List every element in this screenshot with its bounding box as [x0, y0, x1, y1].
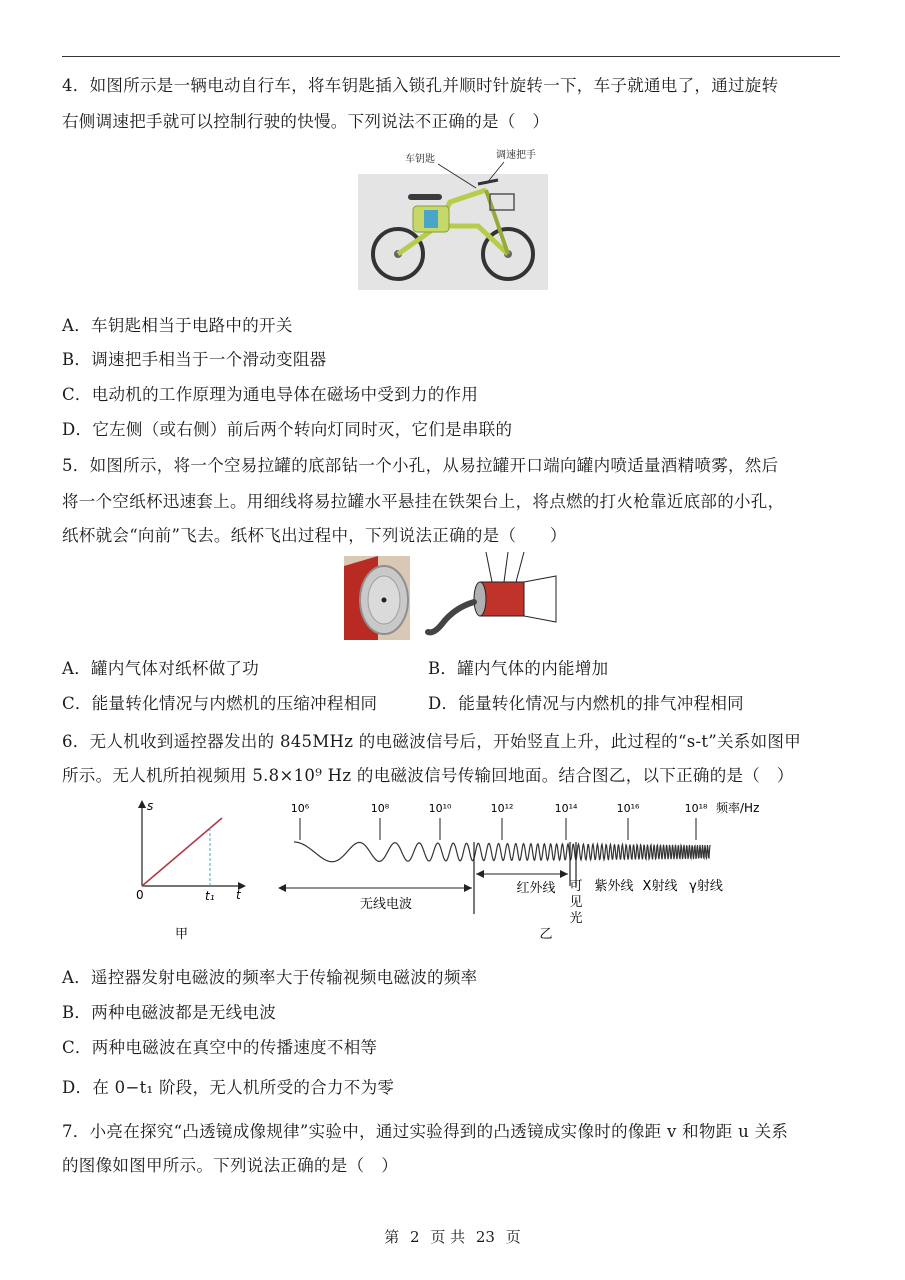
q6-figure-yi: [276, 796, 796, 946]
freq-tick-14: 10¹⁴: [554, 802, 578, 815]
yi-caption: 乙: [539, 927, 553, 942]
q4-option-a: A．车钥匙相当于电路中的开关: [62, 316, 293, 335]
st-graph: [120, 796, 260, 946]
hanging-can-diagram: [424, 552, 564, 642]
freq-tick-6: 10⁶: [290, 802, 310, 815]
band-uv: 紫外线: [594, 879, 634, 894]
q4-option-c: C．电动机的工作原理为通电导体在磁场中受到力的作用: [62, 385, 479, 404]
q4-stem-line2: 右侧调速把手就可以控制行驶的快慢。下列说法不正确的是（ ）: [62, 112, 550, 131]
jia-origin: 0: [136, 888, 144, 902]
freq-tick-12: 10¹²: [490, 802, 514, 815]
freq-tick-10: 10¹⁰: [428, 802, 452, 815]
q4-bicycle-figure: [358, 142, 548, 290]
can-bottom-photo: [344, 556, 410, 640]
q5-stem-line2: 将一个空纸杯迅速套上。用细线将易拉罐水平悬挂在铁架台上，将点燃的打火枪靠近底部的小孔，: [62, 492, 785, 511]
q4-stem-line1: 4．如图所示是一辆电动自行车，将车钥匙插入锁孔并顺时针旋转一下，车子就通电了，通过旋转: [62, 76, 779, 95]
freq-unit: 频率/Hz: [716, 801, 760, 815]
q6-option-c: C．两种电磁波在真空中的传播速度不相等: [62, 1038, 378, 1057]
band-visible-2: 见: [569, 895, 583, 910]
q5-option-d: D．能量转化情况与内燃机的排气冲程相同: [428, 694, 744, 713]
page-footer: [0, 1226, 905, 1247]
q4-option-d: D．它左侧（或右侧）前后两个转向灯同时灭，它们是串联的: [62, 420, 513, 439]
band-visible-3: 光: [569, 911, 583, 926]
footer-prefix: 第: [384, 1228, 400, 1246]
em-spectrum-diagram: [276, 796, 796, 946]
band-visible-1: 可: [569, 879, 583, 894]
jia-x-label: t: [236, 888, 241, 902]
q6-option-b: B．两种电磁波都是无线电波: [62, 1003, 277, 1022]
q5-stem-line1: 5．如图所示，将一个空易拉罐的底部钻一个小孔，从易拉罐开口端向罐内喷适量酒精喷雾，然后: [62, 456, 779, 475]
freq-tick-16: 10¹⁶: [616, 802, 640, 815]
q5-apparatus-figure: [424, 552, 564, 642]
footer-page-number: 2: [410, 1228, 420, 1246]
q5-stem-line3: 纸杯就会“向前”飞去。纸杯飞出过程中，下列说法正确的是（ ）: [62, 526, 567, 545]
footer-mid: 页 共: [430, 1228, 466, 1246]
footer-total-pages: 23: [475, 1228, 495, 1246]
q4-option-b: B．调速把手相当于一个滑动变阻器: [62, 350, 327, 369]
freq-tick-8: 10⁸: [370, 802, 390, 815]
em-wave-curve: [294, 842, 710, 862]
q6-stem-line1: 6．无人机收到遥控器发出的 845MHz 的电磁波信号后，开始竖直上升，此过程的“s-t”关系如图甲: [62, 732, 802, 751]
band-xray: X射线: [642, 879, 678, 894]
q7-stem-line2: 的图像如图甲所示。下列说法正确的是（ ）: [62, 1156, 398, 1175]
q5-option-b: B．罐内气体的内能增加: [428, 659, 609, 678]
q6-option-d: D．在 0−t₁ 阶段，无人机所受的合力不为零: [62, 1078, 395, 1097]
bicycle-illustration: [358, 142, 548, 290]
q6-stem-line2: 所示。无人机所拍视频用 5.8×10⁹ Hz 的电磁波信号传输回地面。结合图乙，以下正确的是（ ）: [62, 766, 794, 785]
freq-tick-18: 10¹⁸: [684, 802, 708, 815]
band-gamma: γ射线: [689, 879, 723, 894]
footer-suffix: 页: [505, 1228, 521, 1246]
q5-option-c: C．能量转化情况与内燃机的压缩冲程相同: [62, 694, 378, 713]
band-infrared: 红外线: [516, 881, 556, 896]
q5-can-photo: [344, 556, 410, 640]
q6-option-a: A．遥控器发射电磁波的频率大于传输视频电磁波的频率: [62, 968, 478, 987]
band-radio: 无线电波: [359, 897, 413, 912]
q7-stem-line1: 7．小亮在探究“凸透镜成像规律”实验中，通过实验得到的凸透镜成实像时的像距 v 和物距 u 关系: [62, 1122, 789, 1141]
label-car-key: 车钥匙: [405, 154, 435, 165]
q5-option-a: A．罐内气体对纸杯做了功: [62, 659, 260, 678]
jia-tick-t1: t₁: [205, 889, 215, 903]
header-rule: [62, 56, 840, 57]
jia-y-label: s: [147, 799, 154, 813]
jia-caption: 甲: [175, 927, 189, 942]
q6-figure-jia: [120, 796, 260, 946]
label-speed-handle: 调速把手: [496, 150, 536, 161]
